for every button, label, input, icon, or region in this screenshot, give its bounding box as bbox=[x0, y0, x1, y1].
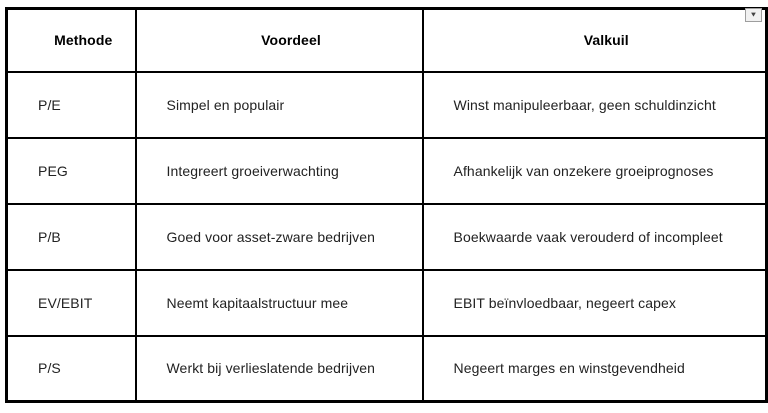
table-row bbox=[7, 138, 767, 204]
table-options-dropdown-button[interactable] bbox=[745, 8, 762, 22]
valkuil-cell[interactable]: Winst manipuleerbaar, geen schuldinzicht bbox=[423, 72, 767, 138]
methode-cell[interactable]: P/E bbox=[7, 72, 136, 138]
valkuil-cell[interactable]: Negeert marges en winstgevendheid bbox=[423, 336, 767, 402]
table-row bbox=[7, 204, 767, 270]
table-row bbox=[7, 270, 767, 336]
chevron-down-icon: ▼ bbox=[749, 10, 758, 19]
column-header-methode[interactable]: Methode bbox=[7, 9, 136, 72]
valuation-methods-table-container bbox=[5, 7, 765, 403]
voordeel-cell[interactable]: Simpel en populair bbox=[136, 72, 423, 138]
valkuil-cell[interactable]: Boekwaarde vaak verouderd of incompleet bbox=[423, 204, 767, 270]
methode-cell[interactable]: P/S bbox=[7, 336, 136, 402]
methode-cell[interactable]: EV/EBIT bbox=[7, 270, 136, 336]
methode-cell[interactable]: P/B bbox=[7, 204, 136, 270]
voordeel-cell[interactable]: Neemt kapitaalstructuur mee bbox=[136, 270, 423, 336]
column-header-voordeel[interactable]: Voordeel bbox=[136, 9, 423, 72]
valkuil-cell[interactable]: Afhankelijk van onzekere groeiprognoses bbox=[423, 138, 767, 204]
header-row bbox=[7, 9, 767, 72]
column-header-valkuil[interactable]: Valkuil bbox=[423, 9, 767, 72]
voordeel-cell[interactable]: Goed voor asset-zware bedrijven bbox=[136, 204, 423, 270]
voordeel-cell[interactable]: Werkt bij verlieslatende bedrijven bbox=[136, 336, 423, 402]
voordeel-cell[interactable]: Integreert groeiverwachting bbox=[136, 138, 423, 204]
valuation-methods-table bbox=[5, 7, 768, 403]
methode-cell[interactable]: PEG bbox=[7, 138, 136, 204]
table-row bbox=[7, 72, 767, 138]
valkuil-cell[interactable]: EBIT beïnvloedbaar, negeert capex bbox=[423, 270, 767, 336]
table-row bbox=[7, 336, 767, 402]
